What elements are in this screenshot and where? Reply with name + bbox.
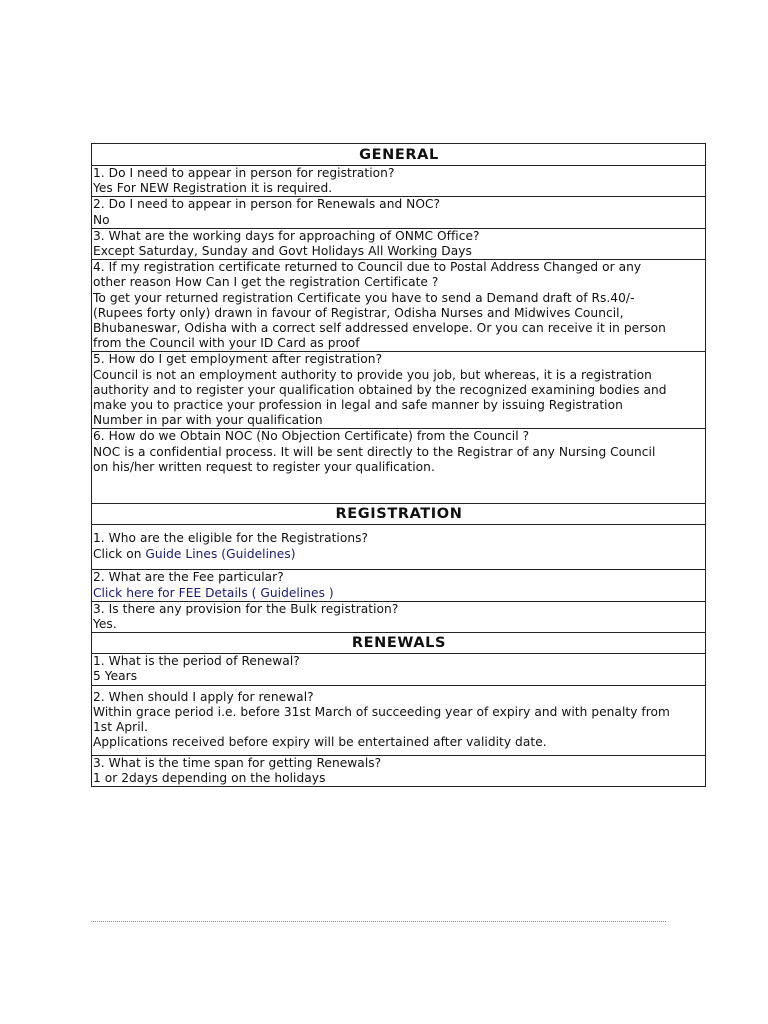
answer: No xyxy=(93,212,110,227)
answer: (Rupees forty only) drawn in favour of Registrar, Odisha Nurses and Midwives Council, xyxy=(93,305,624,320)
question: other reason How Can I get the registration Certificate ? xyxy=(93,275,439,290)
faq-item xyxy=(92,570,706,601)
answer: Yes For NEW Registration it is required. xyxy=(93,181,333,196)
question: 2. When should I apply for renewal? xyxy=(93,689,314,704)
faq-item xyxy=(92,654,706,685)
answer: authority and to register your qualification obtained by the recognized examining bodies and xyxy=(93,382,667,397)
faq-item xyxy=(92,228,706,259)
question: 2. What are the Fee particular? xyxy=(93,570,284,585)
answer: make you to practice your profession in legal and safe manner by issuing Registration xyxy=(93,398,623,413)
answer: 1 or 2days depending on the holidays xyxy=(93,770,326,785)
faq-item xyxy=(92,525,706,570)
answer: Within grace period i.e. before 31st March of succeeding year of expiry and with penalty from xyxy=(93,704,670,719)
question: 6. How do we Obtain NOC (No Objection Certificate) from the Council ? xyxy=(93,429,530,444)
faq-item xyxy=(92,166,706,197)
answer: NOC is a confidential process. It will be sent directly to the Registrar of any Nursing Council xyxy=(93,444,656,459)
faq-item xyxy=(92,197,706,228)
answer: Applications received before expiry will be entertained after validity date. xyxy=(93,735,547,750)
answer: To get your returned registration Certificate you have to send a Demand draft of Rs.40/- xyxy=(93,290,635,305)
question: 3. Is there any provision for the Bulk registration? xyxy=(93,601,399,616)
answer: Yes. xyxy=(93,617,117,632)
section-header-renewals: RENEWALS xyxy=(92,633,706,654)
guidelines-link[interactable]: Guide Lines (Guidelines) xyxy=(145,546,296,561)
faq-table xyxy=(91,143,706,787)
answer: Bhubaneswar, Odisha with a correct self addressed envelope. Or you can receive it in person xyxy=(93,321,666,336)
answer: Number in par with your qualification xyxy=(93,413,323,428)
answer: 5 Years xyxy=(93,669,138,684)
question: 4. If my registration certificate returned to Council due to Postal Address Changed or any xyxy=(93,260,642,275)
question: 1. Who are the eligible for the Registrations? xyxy=(93,531,369,546)
section-header-registration: REGISTRATION xyxy=(92,504,706,525)
faq-item xyxy=(92,601,706,632)
answer: on his/her written request to register your qualification. xyxy=(93,459,435,474)
footer-divider xyxy=(91,921,666,922)
question: 1. Do I need to appear in person for registration? xyxy=(93,166,395,180)
answer: Council is not an employment authority to provide you job, but whereas, it is a registration xyxy=(93,367,652,382)
faq-item xyxy=(92,685,706,755)
faq-item xyxy=(92,755,706,786)
answer: from the Council with your ID Card as proof xyxy=(93,336,360,351)
fee-details-link[interactable]: Click here for FEE Details ( Guidelines ) xyxy=(93,585,334,600)
faq-item xyxy=(92,429,706,504)
question: 3. What are the working days for approaching of ONMC Office? xyxy=(93,228,480,243)
section-header-general: GENERAL xyxy=(92,144,706,166)
answer: 1st April. xyxy=(93,720,148,735)
question: 1. What is the period of Renewal? xyxy=(93,654,300,669)
question: 3. What is the time span for getting Renewals? xyxy=(93,755,382,770)
question: 5. How do I get employment after registration? xyxy=(93,352,383,367)
answer: Except Saturday, Sunday and Govt Holidays All Working Days xyxy=(93,244,472,259)
answer-prefix: Click on xyxy=(93,546,146,561)
faq-item xyxy=(92,260,706,352)
question: 2. Do I need to appear in person for Renewals and NOC? xyxy=(93,197,441,212)
faq-item xyxy=(92,352,706,429)
answer xyxy=(93,547,705,562)
